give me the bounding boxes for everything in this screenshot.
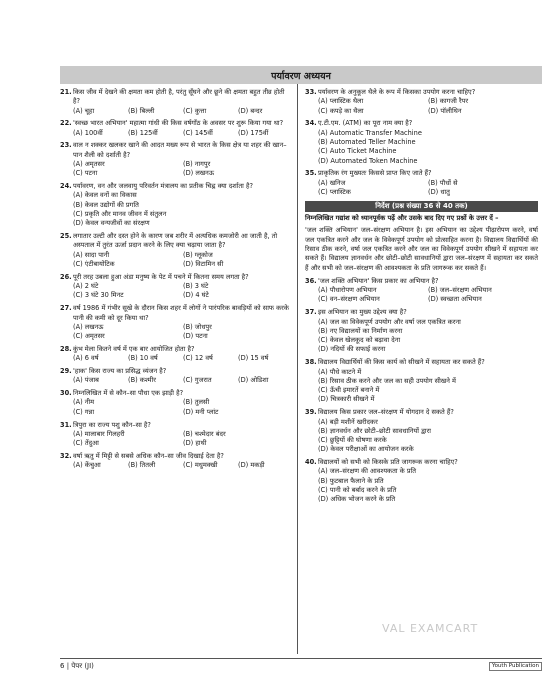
option: (A) Automatic Transfer Machine [318, 128, 422, 137]
option: (C) 3 घंटे 30 मिनट [73, 291, 124, 300]
option: (A) 6 वर्ष [73, 354, 99, 363]
question-number: 23. [60, 141, 72, 150]
options [60, 430, 293, 449]
option: (A) अमृतसर [73, 160, 105, 169]
question-text-row [305, 169, 538, 178]
options [60, 376, 293, 385]
question-text-row [60, 141, 293, 160]
option: (D) स्वच्छता अभियान [428, 295, 482, 304]
question-text-row [305, 308, 538, 317]
question [305, 88, 538, 116]
option: (C) पटना [73, 169, 98, 178]
question-text-row [60, 273, 293, 282]
option: (B) 10 वर्ष [128, 354, 158, 363]
options [60, 191, 293, 228]
option: (B) जल–संरक्षण अभियान [428, 286, 492, 295]
option: (D) मकड़ी [238, 461, 265, 470]
options [60, 160, 293, 179]
question [305, 308, 538, 354]
option: (D) चित्रकारी सीखने में [318, 395, 375, 404]
footer-left: 6 | पेपर (JI) [60, 662, 94, 670]
option: (C) कपड़े का थैला [318, 106, 364, 115]
options [305, 467, 538, 504]
option: (D) पॉलीथिन [428, 106, 462, 115]
question-stem: पर्यावरण के अनुकूल थैले के रूप में किसका उपयोग करना चाहिए? [318, 88, 476, 96]
paper-code: पेपर (JI) [71, 662, 94, 670]
question-stem: 'जल शक्ति अभियान' किस प्रकार का अभियान है? [318, 276, 439, 285]
option: (C) तेंदुआ [73, 439, 99, 448]
question [305, 408, 538, 454]
option: (D) बन्दर [238, 106, 263, 115]
option: (A) केंचुआ [73, 461, 101, 470]
question-number: 34. [305, 119, 317, 128]
option: (D) धातु [428, 187, 450, 196]
option: (D) मनी प्लांट [183, 407, 219, 416]
question [60, 119, 293, 138]
options [60, 107, 293, 116]
option: (D) Automated Token Machine [318, 156, 418, 165]
options [60, 398, 293, 417]
question-stem: ए.टी.एम. (ATM) का पूरा नाम क्या है? [318, 119, 413, 128]
option: (A) चूहा [73, 106, 95, 115]
option: (C) मधुमक्खी [183, 461, 218, 470]
option: (C) ऊँची इमारतें बनाने में [318, 386, 380, 395]
option: (D) 15 वर्ष [238, 354, 269, 363]
option: (D) 4 घंटे [183, 291, 209, 300]
question-stem: वाल न शक्कर खलकर खाने की आदत मख्य रूप से भारत के किस क्षेत्र या शहर की खान–पान शैली को दर्शाती है? [73, 141, 287, 159]
question-text-row [305, 277, 538, 286]
option: (C) 12 वर्ष [183, 354, 213, 363]
publisher-logo: Youth Publication [489, 662, 542, 671]
left-column [60, 88, 293, 474]
option: (C) गन्ना [73, 407, 95, 416]
option: (A) जल का विवेकपूर्ण उपयोग और वर्षा जल एकत्रित करना [318, 317, 461, 326]
option: (B) कश्मीर [128, 376, 156, 385]
question-text-row [60, 452, 293, 461]
question-text-row [60, 232, 293, 251]
options [60, 461, 293, 470]
option: (B) पौधों से [428, 178, 458, 187]
question-stem: इस अभियान का मुख्य उद्देश्य क्या है? [318, 308, 407, 317]
option: (B) कागजी रैपर [428, 97, 469, 106]
option: (A) नीम [73, 398, 95, 407]
option: (A) खनिज [318, 178, 346, 187]
page-footer [60, 658, 542, 671]
question-text-row [60, 389, 293, 398]
option: (B) जोधपुर [183, 322, 212, 331]
question-text-row [305, 408, 538, 417]
question-text-row [60, 182, 293, 191]
question-stem: लगातार उल्टी और दस्त होने के कारण जब शरीर में अत्यधिक कमजोरी आ जाती है, तो अस्पताल में तुरंत ऊर्जा प्रदान करने के लिए क्या चढ़ाया जाता है? [73, 232, 278, 250]
question-stem: किस जीव में देखने की क्षमता कम होती है, परंतु सूँघने और छूने की क्षमता बहुत तीव्र होती है? [73, 88, 285, 106]
question [305, 277, 538, 305]
question-stem: पूरी तरह उबला हुआ अंडा मनुष्य के पेट में पचने में कितना समय लगता है? [73, 272, 249, 281]
option: (A) केवल वनों का विकास [73, 191, 137, 200]
option: (B) फुटबाल फैलाने के प्रति [318, 476, 384, 485]
option: (C) छुट्टियों की घोषणा करके [318, 436, 387, 445]
question-text-row [60, 345, 293, 354]
question [60, 88, 293, 116]
option: (B) नए विद्यालयों का निर्माण करना [318, 326, 403, 335]
question-number: 29. [60, 367, 72, 376]
question-stem: विद्यालयों को सभी को किसके प्रति जागरूक करना चाहिए? [318, 458, 458, 467]
option: (C) प्रकृति और मानव जीवन में संतुलन [73, 210, 167, 219]
option: (A) पौधारोपण अभियान [318, 286, 377, 295]
option: (A) 100वीं [73, 128, 103, 137]
option: (B) चश्मेदार बंदर [183, 429, 226, 438]
option: (D) पटना [183, 332, 208, 341]
question-number: 27. [60, 304, 72, 313]
question-text-row [305, 88, 538, 97]
question-number: 26. [60, 272, 72, 281]
options [305, 97, 538, 116]
option: (A) 2 घंटे [73, 282, 99, 291]
question-number: 31. [60, 420, 72, 429]
question-text-row [60, 119, 293, 128]
question-text-row [305, 458, 538, 467]
option: (D) केवल परीक्षाओं का आयोजन करके [318, 445, 414, 454]
question-stem: पर्यावरण, वन और जलवायु परिवर्तन मंत्रालय का प्रतीक चिह्न क्या दर्शाता है? [73, 182, 253, 191]
option: (A) लखनऊ [73, 322, 104, 331]
question [305, 358, 538, 404]
options [60, 282, 293, 301]
watermark: VAL EXAMCART [382, 622, 479, 635]
option: (D) ओडिशा [238, 376, 269, 385]
options [305, 129, 538, 166]
question-number: 32. [60, 451, 72, 460]
question [60, 389, 293, 417]
options [305, 286, 538, 305]
options [60, 251, 293, 270]
option: (C) एंटीबायोटिक [73, 260, 115, 269]
question-stem: निम्नलिखित में से कौन–सा पौधा एक झाड़ी है? [73, 389, 184, 398]
section-title: पर्यावरण अध्ययन [60, 66, 542, 84]
option: (D) 175वीं [238, 128, 269, 137]
options [305, 179, 538, 198]
question-number: 30. [60, 389, 72, 398]
question-text-row [60, 88, 293, 107]
option: (B) Automated Teller Machine [318, 137, 416, 146]
option: (B) तितली [128, 461, 156, 470]
question-number: 24. [60, 182, 72, 191]
option: (B) ज्ञानवर्धन और छोटी–छोटी सावधानियों द्वारा [318, 426, 431, 435]
question-stem: प्राकृतिक रंग मुख्यतः किससे प्राप्त किए जाते हैं? [318, 169, 432, 178]
question-number: 37. [305, 308, 317, 317]
question [60, 141, 293, 178]
question [60, 182, 293, 228]
option: (A) प्लास्टिक थैला [318, 97, 364, 106]
options [60, 354, 293, 363]
directions-instruction: निम्नलिखित गद्यांश को ध्यानपूर्वक पढ़ें और उसके बाद दिए गए प्रश्नों के उत्तर दें – [305, 214, 499, 223]
option: (D) नदियों की सफाई करना [318, 345, 386, 354]
option: (C) 145वीं [183, 128, 213, 137]
option: (B) 3 घंटे [183, 282, 209, 291]
options [60, 129, 293, 138]
options [60, 323, 293, 342]
question-stem: वर्ष 1986 में गंभीर सूखे के दौरान किस शहर में लोगों ने पारंपरिक बावड़ियों को साफ करके पानी की कमी को दूर किया था? [73, 304, 289, 322]
option: (B) केवल उद्योगों की प्रगति [73, 200, 139, 209]
question-text-row [305, 119, 538, 128]
question-stem: कुंभ मेला कितने वर्ष में एक बार आयोजित होता है? [73, 344, 195, 353]
option: (B) बिल्ली [128, 106, 155, 115]
option: (A) मालाबार गिलहरी [73, 429, 125, 438]
option: (C) Auto Ticket Machine [318, 147, 397, 156]
option: (D) अधिक भोजन करने के प्रति [318, 495, 396, 504]
option: (B) ग्लूकोज [183, 250, 213, 259]
question [60, 232, 293, 269]
question [60, 421, 293, 449]
question-number: 22. [60, 119, 72, 128]
question [60, 452, 293, 471]
option: (D) लखनऊ [183, 169, 215, 178]
right-column [305, 88, 538, 508]
column-divider [297, 84, 298, 654]
option: (A) पंजाब [73, 376, 99, 385]
right-questions-top [305, 88, 538, 197]
options [305, 368, 538, 405]
question-stem: 'हाक' किस राज्य का प्रसिद्ध व्यंजन है? [73, 367, 167, 376]
option: (B) 125वीं [128, 128, 158, 137]
option: (C) पानी को बर्बाद करने के प्रति [318, 486, 397, 495]
option: (B) नागपुर [183, 160, 211, 169]
option: (D) केवल वन्यजीवों का संरक्षण [73, 219, 150, 228]
options [305, 318, 538, 355]
question [305, 169, 538, 197]
right-questions-bottom [305, 277, 538, 505]
option: (C) वन–संरक्षण अभियान [318, 295, 380, 304]
option: (D) हाथी [183, 439, 207, 448]
question [305, 119, 538, 165]
question-stem: वर्षा ऋतु में मिट्टी से सबसे अधिक कौन–सा जीव दिखाई देता है? [73, 451, 224, 460]
question-number: 38. [305, 358, 317, 367]
page-number: 6 [60, 662, 65, 670]
question [60, 273, 293, 301]
question-number: 21. [60, 88, 72, 96]
passage: 'जल शक्ति अभियान' जल–संरक्षण अभियान है। इस अभियान का उद्देश्य पीढ़ारोपण करने, वर्षा जल एकत्रित करने और जल के विवेकपूर्ण उपयोग को प्रोत्साहित करना है। विद्यालय विद्यार्थियों की रिसाव ठीक करने, वर्षा जल एकत्रित करने और जल का विवेकपूर्ण उपयोग सीखने में सहायता कर सकते हैं। विद्यालय ज्ञानवर्धन और छोटी–छोटी सावधानियों द्वारा जल–संरक्षण में सहायता कर सकते हैं और सभी को जल–संरक्षण की आवश्यकता के प्रति जागरूक कर सकते हैं। [305, 226, 538, 272]
option: (A) जल–संरक्षण की आवश्यकता के प्रति [318, 467, 417, 476]
options [305, 418, 538, 455]
option: (D) विटामिन सी [183, 260, 224, 269]
question-number: 25. [60, 232, 72, 241]
question [60, 304, 293, 341]
question [305, 458, 538, 504]
question-stem: त्रिपुरा का राज्य पशु कौन–सा है? [73, 420, 151, 429]
question-number: 28. [60, 344, 72, 353]
question-number: 35. [305, 169, 317, 178]
question-text-row [305, 358, 538, 367]
option: (A) पौधे काटने में [318, 367, 362, 376]
option: (A) सादा पानी [73, 250, 110, 259]
question-text-row [60, 367, 293, 376]
question-number: 39. [305, 408, 317, 417]
directions-banner: निर्देश (प्रश्न संख्या 36 से 40 तक) [305, 201, 538, 212]
question-text-row [60, 421, 293, 430]
question-stem: विद्यालय किस प्रकार जल–संरक्षण में योगदान दे सकते हैं? [318, 408, 454, 417]
option: (C) प्लास्टिक [318, 187, 351, 196]
question-number: 36. [305, 276, 317, 285]
option: (A) बड़ी मशीनें खरीदकर [318, 417, 378, 426]
question-stem: विद्यालय विद्यार्थियों की किस कार्य को सीखने में सहायता कर सकते हैं? [318, 358, 485, 367]
option: (B) तुलसी [183, 398, 210, 407]
question [60, 345, 293, 364]
question-number: 40. [305, 458, 317, 467]
question-text-row [60, 304, 293, 323]
option: (C) केवल खेलकूद को बढ़ावा देना [318, 336, 401, 345]
option: (C) कुत्ता [183, 106, 207, 115]
option: (C) अमृतसर [73, 332, 105, 341]
question-number: 33. [305, 88, 317, 96]
question-stem: 'स्वच्छ भारत अभियान' महात्मा गांधी की किस वर्षगाँठ के अवसर पर शुरू किया गया था? [73, 119, 284, 128]
option: (B) रिसाव ठीक करने और जल का सही उपयोग सीखने में [318, 376, 456, 385]
question [60, 367, 293, 386]
option: (C) गुजरात [183, 376, 212, 385]
